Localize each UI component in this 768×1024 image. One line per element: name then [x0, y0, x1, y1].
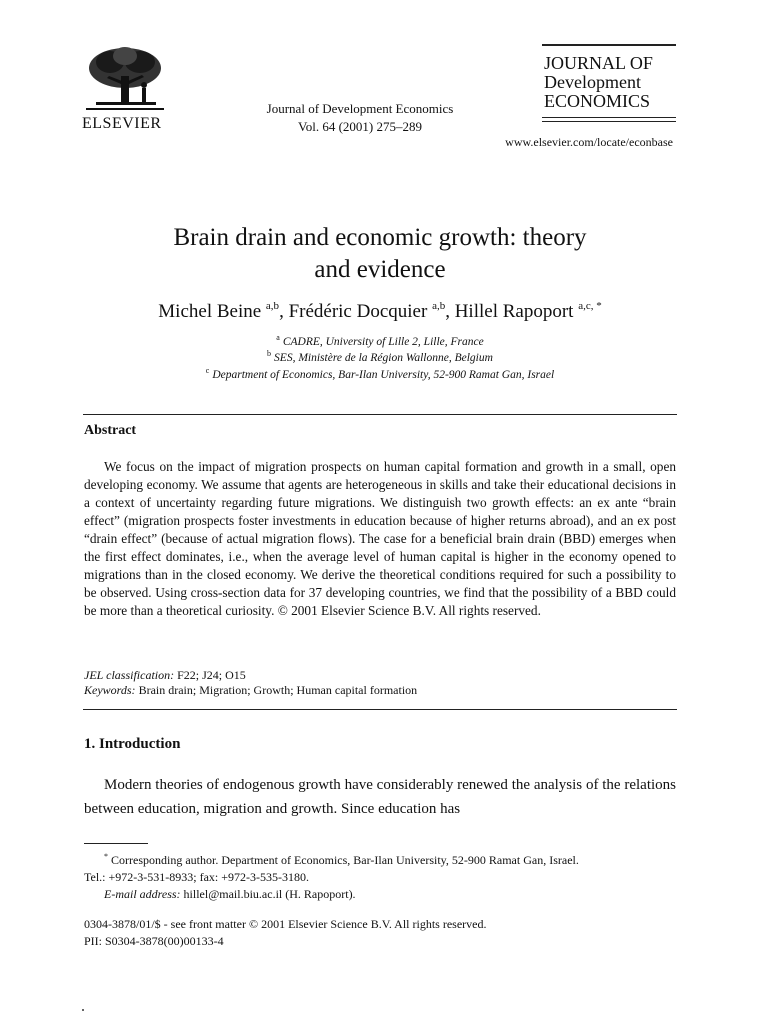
footnote-email	[84, 886, 680, 903]
affiliation-text: SES, Ministère de la Région Wallonne, Belgium	[274, 352, 493, 364]
affiliation-text: CADRE, University of Lille 2, Lille, France	[282, 336, 484, 348]
author-separator: ,	[445, 301, 455, 322]
affiliation	[60, 349, 700, 364]
publisher-name: ELSEVIER	[82, 115, 162, 132]
section-heading: 1. Introduction	[84, 736, 181, 752]
publisher-logo	[82, 44, 168, 133]
copyright-block	[84, 916, 680, 950]
affiliation-mark: b	[267, 349, 272, 358]
section-body: Modern theories of endogenous growth have considerably renewed the analysis of the relations between education, migration and growth. Since education has	[84, 777, 676, 817]
brand-line-1: JOURNAL OF	[544, 53, 653, 73]
affiliation-mark: a	[276, 333, 280, 342]
affiliation-mark: c	[205, 366, 210, 375]
footnote-line	[84, 848, 680, 869]
author-affiliation-mark: a,c, *	[578, 300, 602, 312]
title-line-1: Brain drain and economic growth: theory	[173, 224, 587, 251]
journal-reference	[200, 100, 520, 136]
brand-line-2: Development	[544, 72, 641, 92]
author-separator: ,	[279, 301, 289, 322]
divider	[83, 709, 677, 710]
brand-lines	[542, 46, 676, 117]
brand-bottom-rule	[542, 117, 676, 118]
email-value[interactable]: hillel@mail.biu.ac.il (H. Rapoport).	[183, 887, 356, 901]
volume-info: Vol. 64 (2001) 275–289	[298, 119, 422, 134]
divider	[83, 414, 677, 415]
abstract-body: We focus on the impact of migration prospects on human capital formation and growth in a small, open developing economy. We assume that agents are heterogeneous in skills and take their educational decisions in a context of uncertainty regarding future migrations. We distinguish two growth effects: an ex ante “brain effect” (migration prospects foster investments in education because of higher returns abroad), and an ex post “drain effect” (because of actual migration flows). The case for a beneficial brain drain (BBD) emerges when the first effect dominates, i.e., when the average level of human capital is higher in the economy opened to migrations than in the closed economy. We derive the theoretical conditions required for such a possibility to be observed. Using cross-section data for 37 developing countries, we find that the possibility of a BBD could be more than a theoretical curiosity. © 2001 Elsevier Science B.V. All rights reserved.	[84, 459, 676, 618]
author-name: Frédéric Docquier	[288, 301, 433, 322]
footnote	[84, 848, 680, 903]
pii-line: PII: S0304-3878(00)00133-4	[84, 934, 224, 948]
author-name: Michel Beine	[158, 301, 266, 322]
author-name: Hillel Rapoport	[454, 301, 579, 322]
brand-line-3: ECONOMICS	[544, 91, 651, 111]
footnote-rule	[84, 843, 148, 844]
footnote-mark: *	[104, 852, 108, 861]
author-affiliation-mark: a,b	[432, 300, 446, 312]
footnote-contact: Tel.: +972-3-531-8933; fax: +972-3-535-3180.	[84, 870, 309, 884]
email-label: E-mail address:	[104, 887, 181, 901]
journal-url[interactable]: www.elsevier.com/locate/econbase	[505, 135, 673, 149]
article-title	[100, 222, 660, 286]
footnote-text: Corresponding author. Department of Economics, Bar-Ilan University, 52-900 Ramat Gan, Israel.	[111, 853, 579, 867]
jel-classification	[84, 668, 246, 683]
jel-value: F22; J24; O15	[177, 668, 246, 682]
jel-label: JEL classification:	[84, 668, 175, 682]
author-affiliation-mark: a,b	[265, 300, 280, 312]
copyright-line: 0304-3878/01/$ - see front matter © 2001 Elsevier Science B.V. All rights reserved.	[84, 917, 487, 931]
journal-name: Journal of Development Economics	[266, 101, 454, 116]
page-mark	[82, 1009, 84, 1011]
keywords-label: Keywords:	[84, 683, 136, 697]
brand-bottom-rule-2	[542, 121, 676, 122]
abstract-heading: Abstract	[84, 423, 137, 438]
keywords-value: Brain drain; Migration; Growth; Human capital formation	[138, 683, 418, 697]
affiliation	[60, 366, 700, 381]
keywords	[84, 683, 417, 698]
title-line-2: and evidence	[314, 256, 446, 283]
journal-brand	[542, 44, 676, 122]
affiliation	[60, 333, 700, 348]
affiliation-text: Department of Economics, Bar-Ilan University, 52-900 Ramat Gan, Israel	[212, 369, 555, 381]
elsevier-tree-icon	[82, 44, 168, 114]
author-list	[60, 300, 700, 323]
